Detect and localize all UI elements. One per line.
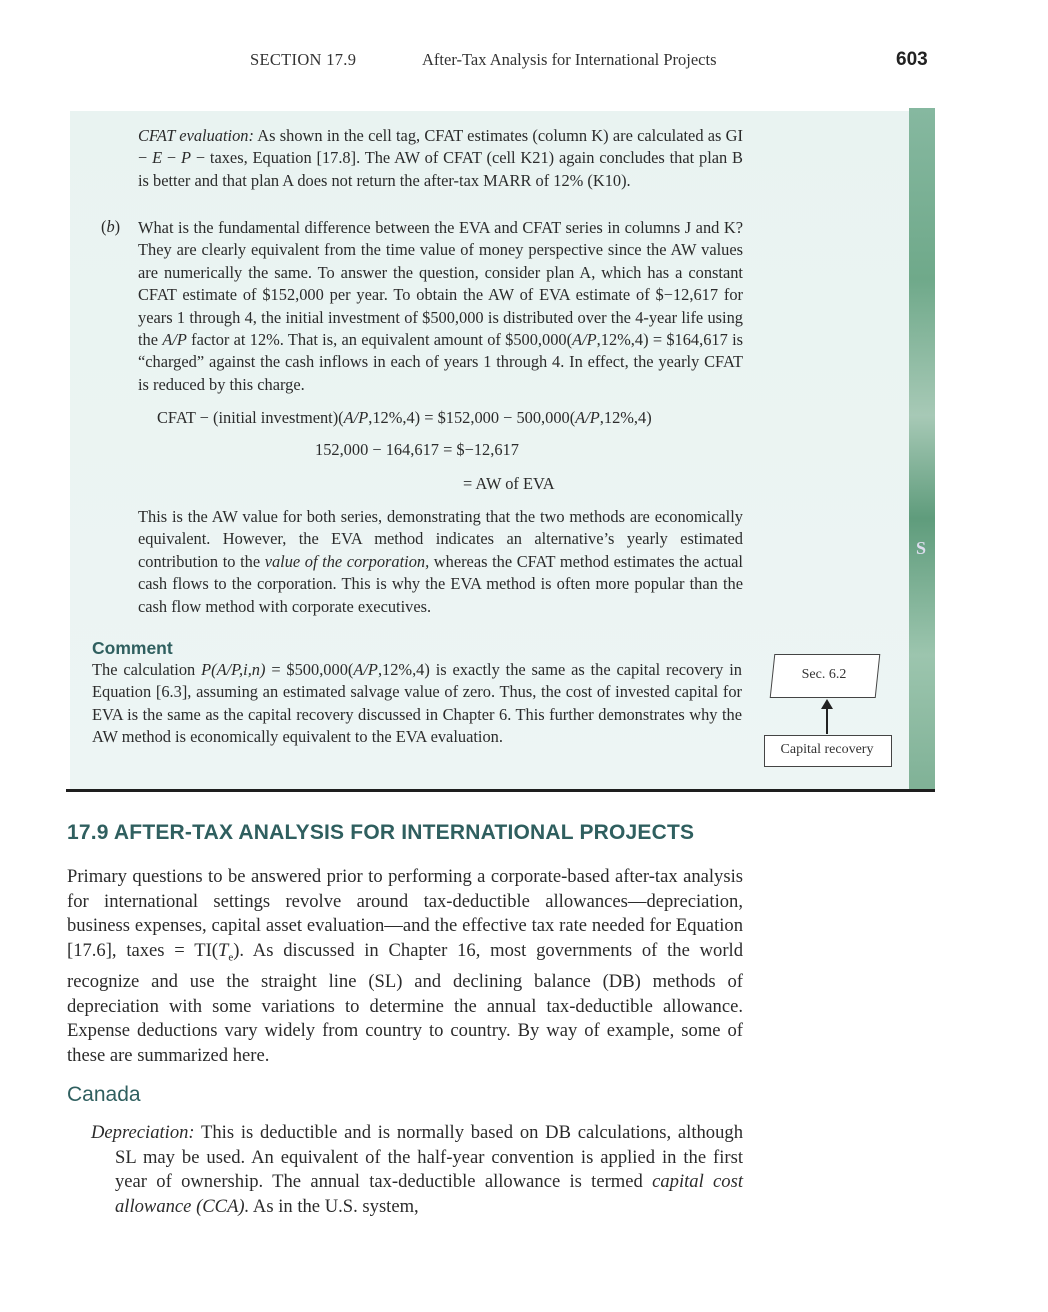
section-heading: 17.9 AFTER-TAX ANALYSIS FOR INTERNATIONAL PROJECTS <box>67 821 695 844</box>
page-number: 603 <box>896 49 928 70</box>
margin-note-section-ref: Sec. 6.2 <box>801 667 847 682</box>
comment-heading: Comment <box>92 638 173 658</box>
running-header-section: SECTION 17.9 <box>250 50 357 69</box>
canada-depreciation-paragraph: Depreciation: This is deductible and is normally based on DB calculations, although SL may be used. An equivalent of the half-year convention is applied in the first year of ownership. The annual tax-deductible allowance is termed capital cost allowance (CCA). As in the U.S. system, <box>91 1122 743 1217</box>
subsection-heading-canada: Canada <box>67 1083 141 1106</box>
equation-aw-eva: = AW of EVA <box>463 474 555 493</box>
equation-cfat: CFAT − (initial investment)(A/P,12%,4) = $152,000 − 500,000(A/P,12%,4) <box>157 408 652 427</box>
cfat-evaluation-paragraph: CFAT evaluation: As shown in the cell tag, CFAT estimates (column K) are calculated as GI − E − P − taxes, Equation [17.8]. The AW of CFAT (cell K21) again concludes that plan B is better and that plan A does not return the after-tax MARR of 12% (K10). <box>138 126 743 190</box>
margin-note-topic: Capital recovery <box>780 742 874 757</box>
section-intro-paragraph: Primary questions to be answered prior to performing a corporate-based after-tax analysis for international settings revolve around tax-deductible allowances—depreciation, business expenses, capital asset evaluation—and the effective tax rate needed for Equation [17.6], taxes = $TI(T_e)$. As discussed in Chapter 16, most governments of the world recognize and use the straight line (SL) and declining balance (DB) methods of depreciation with some variations to determine the annual tax-deductible allowance. Expense deductions vary widely from country to country. By way of example, some of these are summarized here. <box>67 866 743 1066</box>
depreciation-label: Depreciation: <box>91 1122 195 1143</box>
part-b-paragraph: What is the fundamental difference between the EVA and CFAT series in columns J and K? They are clearly equivalent from the time value of money perspective since the AW values are numerically the same. To answer the question, consider plan A, which has a constant CFAT estimate of $152,000 per year. To obtain the AW of EVA estimate of $−12,617 for years 1 through 4, the initial investment of $500,000 is distributed over the 4-year life using the A/P factor at 12%. That is, an equivalent amount of $500,000(A/P,12%,4) = $164,617 is “charged” against the cash inflows in each of years 1 through 4. In effect, the yearly CFAT is reduced by this charge. <box>138 218 744 394</box>
decorative-side-strip <box>909 108 935 792</box>
equation-result: 152,000 − 164,617 = $−12,617 <box>315 440 519 459</box>
box-bottom-rule <box>66 789 935 792</box>
part-b-tag: (b) <box>101 217 121 236</box>
running-header-title: After-Tax Analysis for International Projects <box>422 50 717 69</box>
cfat-evaluation-label: CFAT evaluation: <box>138 126 254 145</box>
conclusion-paragraph: This is the AW value for both series, demonstrating that the two methods are economically equivalent. However, the EVA method indicates an alternative’s yearly estimated contribution to the value of the corporation, whereas the CFAT method estimates the actual cash flows to the corporation. This is why the EVA method is often more popular than the cash flow method with corporate executives. <box>138 507 743 616</box>
comment-paragraph: The calculation P(A/P,i,n) = $500,000(A/P,12%,4) is exactly the same as the capital recovery in Equation [6.3], assuming an estimated salvage value of zero. Thus, the cost of invested capital for EVA is the same as the capital recovery discussed in Chapter 6. This further demonstrates why the AW method is economically equivalent to the EVA evaluation. <box>92 660 742 747</box>
side-strip-glyph: S <box>916 538 927 558</box>
arrow-stem <box>826 706 828 734</box>
